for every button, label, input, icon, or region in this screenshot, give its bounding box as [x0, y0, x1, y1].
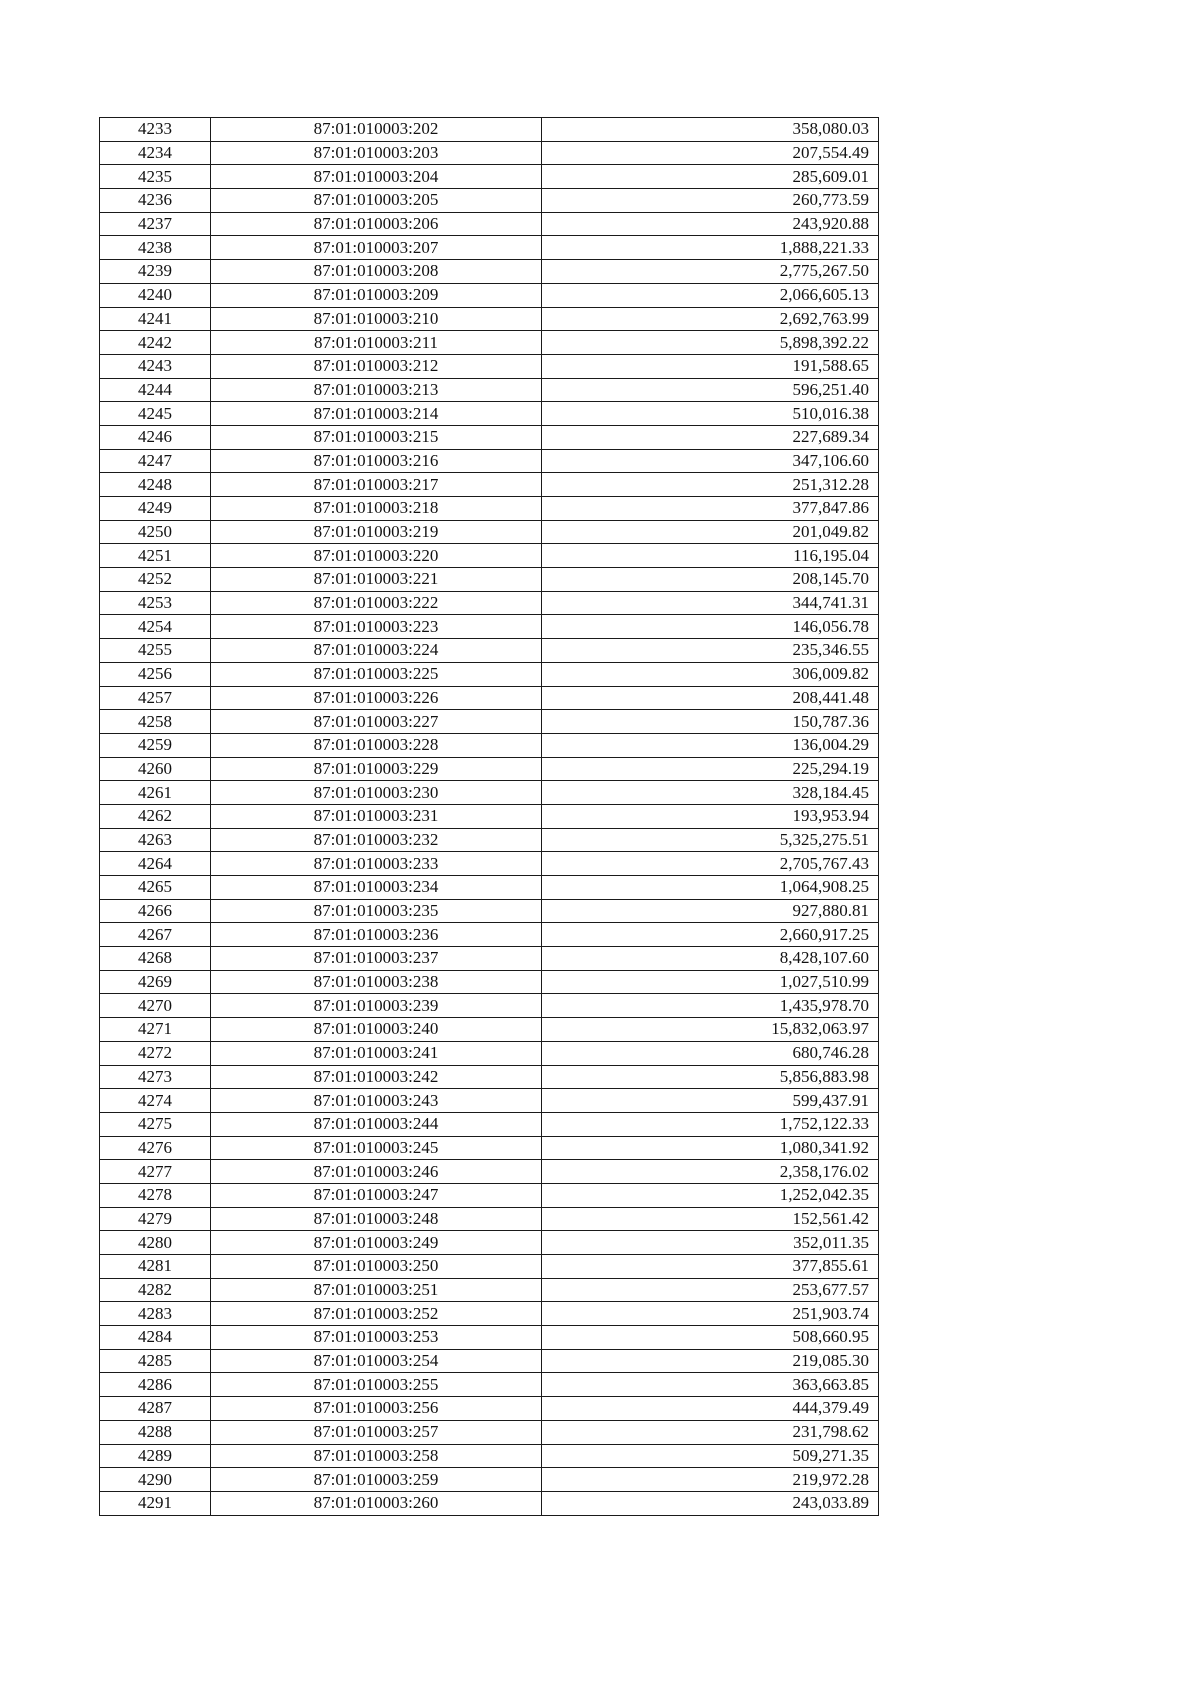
- row-number-cell: 4265: [100, 876, 211, 900]
- cadastral-number-cell: 87:01:010003:239: [211, 994, 542, 1018]
- row-number-cell: 4236: [100, 189, 211, 213]
- table-row: [100, 378, 879, 402]
- cadastral-number-cell: 87:01:010003:227: [211, 710, 542, 734]
- table-row: [100, 970, 879, 994]
- table-row: [100, 189, 879, 213]
- value-cell: 927,880.81: [542, 899, 879, 923]
- row-number-cell: 4266: [100, 899, 211, 923]
- cadastral-number-cell: 87:01:010003:246: [211, 1160, 542, 1184]
- row-number-cell: 4287: [100, 1397, 211, 1421]
- cadastral-number-cell: 87:01:010003:226: [211, 686, 542, 710]
- value-cell: 15,832,063.97: [542, 1018, 879, 1042]
- cadastral-number-cell: 87:01:010003:259: [211, 1468, 542, 1492]
- table-row: [100, 1491, 879, 1515]
- cadastral-number-cell: 87:01:010003:212: [211, 354, 542, 378]
- row-number-cell: 4257: [100, 686, 211, 710]
- value-cell: 260,773.59: [542, 189, 879, 213]
- row-number-cell: 4276: [100, 1136, 211, 1160]
- table-row: [100, 1065, 879, 1089]
- table-row: [100, 1112, 879, 1136]
- value-cell: 2,775,267.50: [542, 260, 879, 284]
- row-number-cell: 4290: [100, 1468, 211, 1492]
- value-cell: 251,903.74: [542, 1302, 879, 1326]
- row-number-cell: 4233: [100, 118, 211, 142]
- row-number-cell: 4256: [100, 662, 211, 686]
- cadastral-number-cell: 87:01:010003:244: [211, 1112, 542, 1136]
- value-cell: 1,888,221.33: [542, 236, 879, 260]
- cadastral-number-cell: 87:01:010003:230: [211, 781, 542, 805]
- table-row: [100, 1183, 879, 1207]
- table-row: [100, 591, 879, 615]
- cadastral-number-cell: 87:01:010003:235: [211, 899, 542, 923]
- table-row: [100, 118, 879, 142]
- row-number-cell: 4250: [100, 520, 211, 544]
- cadastral-number-cell: 87:01:010003:204: [211, 165, 542, 189]
- cadastral-number-cell: 87:01:010003:225: [211, 662, 542, 686]
- cadastral-number-cell: 87:01:010003:238: [211, 970, 542, 994]
- row-number-cell: 4247: [100, 449, 211, 473]
- cadastral-number-cell: 87:01:010003:231: [211, 804, 542, 828]
- row-number-cell: 4251: [100, 544, 211, 568]
- cadastral-number-cell: 87:01:010003:203: [211, 141, 542, 165]
- row-number-cell: 4240: [100, 283, 211, 307]
- table-row: [100, 165, 879, 189]
- cadastral-number-cell: 87:01:010003:245: [211, 1136, 542, 1160]
- value-cell: 344,741.31: [542, 591, 879, 615]
- value-cell: 201,049.82: [542, 520, 879, 544]
- value-cell: 251,312.28: [542, 473, 879, 497]
- table-row: [100, 1349, 879, 1373]
- row-number-cell: 4275: [100, 1112, 211, 1136]
- value-cell: 2,705,767.43: [542, 852, 879, 876]
- cadastral-number-cell: 87:01:010003:250: [211, 1255, 542, 1279]
- row-number-cell: 4282: [100, 1278, 211, 1302]
- value-cell: 1,752,122.33: [542, 1112, 879, 1136]
- row-number-cell: 4263: [100, 828, 211, 852]
- value-cell: 599,437.91: [542, 1089, 879, 1113]
- row-number-cell: 4238: [100, 236, 211, 260]
- value-cell: 5,898,392.22: [542, 331, 879, 355]
- value-cell: 243,920.88: [542, 212, 879, 236]
- value-cell: 191,588.65: [542, 354, 879, 378]
- value-cell: 1,080,341.92: [542, 1136, 879, 1160]
- cadastral-number-cell: 87:01:010003:224: [211, 639, 542, 663]
- table-row: [100, 1207, 879, 1231]
- value-cell: 243,033.89: [542, 1491, 879, 1515]
- table-row: [100, 1160, 879, 1184]
- value-cell: 231,798.62: [542, 1420, 879, 1444]
- value-cell: 253,677.57: [542, 1278, 879, 1302]
- cadastral-number-cell: 87:01:010003:232: [211, 828, 542, 852]
- value-cell: 8,428,107.60: [542, 947, 879, 971]
- value-cell: 508,660.95: [542, 1326, 879, 1350]
- cadastral-number-cell: 87:01:010003:236: [211, 923, 542, 947]
- table-row: [100, 615, 879, 639]
- row-number-cell: 4254: [100, 615, 211, 639]
- table-row: [100, 307, 879, 331]
- value-cell: 116,195.04: [542, 544, 879, 568]
- row-number-cell: 4289: [100, 1444, 211, 1468]
- row-number-cell: 4237: [100, 212, 211, 236]
- value-cell: 136,004.29: [542, 733, 879, 757]
- cadastral-number-cell: 87:01:010003:258: [211, 1444, 542, 1468]
- row-number-cell: 4284: [100, 1326, 211, 1350]
- row-number-cell: 4264: [100, 852, 211, 876]
- cadastral-number-cell: 87:01:010003:210: [211, 307, 542, 331]
- value-cell: 1,064,908.25: [542, 876, 879, 900]
- row-number-cell: 4279: [100, 1207, 211, 1231]
- row-number-cell: 4261: [100, 781, 211, 805]
- value-cell: 510,016.38: [542, 402, 879, 426]
- row-number-cell: 4246: [100, 425, 211, 449]
- row-number-cell: 4268: [100, 947, 211, 971]
- value-cell: 5,856,883.98: [542, 1065, 879, 1089]
- row-number-cell: 4234: [100, 141, 211, 165]
- cadastral-number-cell: 87:01:010003:206: [211, 212, 542, 236]
- value-cell: 5,325,275.51: [542, 828, 879, 852]
- table-body: [100, 118, 879, 1516]
- cadastral-number-cell: 87:01:010003:257: [211, 1420, 542, 1444]
- row-number-cell: 4241: [100, 307, 211, 331]
- cadastral-number-cell: 87:01:010003:254: [211, 1349, 542, 1373]
- row-number-cell: 4252: [100, 568, 211, 592]
- value-cell: 208,441.48: [542, 686, 879, 710]
- cadastral-number-cell: 87:01:010003:255: [211, 1373, 542, 1397]
- row-number-cell: 4260: [100, 757, 211, 781]
- cadastral-number-cell: 87:01:010003:214: [211, 402, 542, 426]
- table-row: [100, 1468, 879, 1492]
- cadastral-number-cell: 87:01:010003:252: [211, 1302, 542, 1326]
- cadastral-number-cell: 87:01:010003:233: [211, 852, 542, 876]
- row-number-cell: 4259: [100, 733, 211, 757]
- table-row: [100, 212, 879, 236]
- row-number-cell: 4281: [100, 1255, 211, 1279]
- table-row: [100, 804, 879, 828]
- table-row: [100, 757, 879, 781]
- value-cell: 377,847.86: [542, 497, 879, 521]
- value-cell: 285,609.01: [542, 165, 879, 189]
- cadastral-number-cell: 87:01:010003:207: [211, 236, 542, 260]
- table-row: [100, 402, 879, 426]
- data-table: [99, 117, 879, 1516]
- table-row: [100, 473, 879, 497]
- table-row: [100, 733, 879, 757]
- cadastral-number-cell: 87:01:010003:221: [211, 568, 542, 592]
- row-number-cell: 4243: [100, 354, 211, 378]
- value-cell: 2,358,176.02: [542, 1160, 879, 1184]
- table-row: [100, 899, 879, 923]
- cadastral-number-cell: 87:01:010003:256: [211, 1397, 542, 1421]
- row-number-cell: 4277: [100, 1160, 211, 1184]
- cadastral-number-cell: 87:01:010003:219: [211, 520, 542, 544]
- table-row: [100, 686, 879, 710]
- value-cell: 363,663.85: [542, 1373, 879, 1397]
- table-row: [100, 141, 879, 165]
- table-row: [100, 1278, 879, 1302]
- row-number-cell: 4280: [100, 1231, 211, 1255]
- row-number-cell: 4274: [100, 1089, 211, 1113]
- row-number-cell: 4288: [100, 1420, 211, 1444]
- cadastral-number-cell: 87:01:010003:218: [211, 497, 542, 521]
- table-row: [100, 497, 879, 521]
- cadastral-number-cell: 87:01:010003:211: [211, 331, 542, 355]
- row-number-cell: 4255: [100, 639, 211, 663]
- table-row: [100, 1136, 879, 1160]
- cadastral-number-cell: 87:01:010003:213: [211, 378, 542, 402]
- table-row: [100, 710, 879, 734]
- row-number-cell: 4286: [100, 1373, 211, 1397]
- cadastral-number-cell: 87:01:010003:217: [211, 473, 542, 497]
- value-cell: 1,435,978.70: [542, 994, 879, 1018]
- value-cell: 509,271.35: [542, 1444, 879, 1468]
- cadastral-number-cell: 87:01:010003:253: [211, 1326, 542, 1350]
- row-number-cell: 4253: [100, 591, 211, 615]
- cadastral-number-cell: 87:01:010003:234: [211, 876, 542, 900]
- table-row: [100, 1397, 879, 1421]
- table-row: [100, 1302, 879, 1326]
- row-number-cell: 4235: [100, 165, 211, 189]
- cadastral-number-cell: 87:01:010003:243: [211, 1089, 542, 1113]
- row-number-cell: 4245: [100, 402, 211, 426]
- table-row: [100, 781, 879, 805]
- table-row: [100, 1041, 879, 1065]
- table-row: [100, 449, 879, 473]
- table-row: [100, 852, 879, 876]
- cadastral-number-cell: 87:01:010003:208: [211, 260, 542, 284]
- value-cell: 2,692,763.99: [542, 307, 879, 331]
- table-row: [100, 876, 879, 900]
- value-cell: 680,746.28: [542, 1041, 879, 1065]
- cadastral-number-cell: 87:01:010003:202: [211, 118, 542, 142]
- table-row: [100, 236, 879, 260]
- cadastral-number-cell: 87:01:010003:251: [211, 1278, 542, 1302]
- table-row: [100, 425, 879, 449]
- table-row: [100, 520, 879, 544]
- row-number-cell: 4244: [100, 378, 211, 402]
- table-row: [100, 1373, 879, 1397]
- value-cell: 352,011.35: [542, 1231, 879, 1255]
- value-cell: 227,689.34: [542, 425, 879, 449]
- row-number-cell: 4291: [100, 1491, 211, 1515]
- table-row: [100, 354, 879, 378]
- cadastral-number-cell: 87:01:010003:229: [211, 757, 542, 781]
- row-number-cell: 4258: [100, 710, 211, 734]
- cadastral-number-cell: 87:01:010003:242: [211, 1065, 542, 1089]
- row-number-cell: 4285: [100, 1349, 211, 1373]
- value-cell: 150,787.36: [542, 710, 879, 734]
- table-row: [100, 923, 879, 947]
- table-row: [100, 639, 879, 663]
- cadastral-number-cell: 87:01:010003:260: [211, 1491, 542, 1515]
- cadastral-number-cell: 87:01:010003:205: [211, 189, 542, 213]
- table-row: [100, 331, 879, 355]
- value-cell: 347,106.60: [542, 449, 879, 473]
- value-cell: 377,855.61: [542, 1255, 879, 1279]
- table-row: [100, 1420, 879, 1444]
- row-number-cell: 4267: [100, 923, 211, 947]
- row-number-cell: 4239: [100, 260, 211, 284]
- cadastral-number-cell: 87:01:010003:209: [211, 283, 542, 307]
- value-cell: 208,145.70: [542, 568, 879, 592]
- table-row: [100, 544, 879, 568]
- cadastral-number-cell: 87:01:010003:220: [211, 544, 542, 568]
- value-cell: 219,972.28: [542, 1468, 879, 1492]
- row-number-cell: 4273: [100, 1065, 211, 1089]
- cadastral-number-cell: 87:01:010003:215: [211, 425, 542, 449]
- value-cell: 2,660,917.25: [542, 923, 879, 947]
- table-row: [100, 1326, 879, 1350]
- cadastral-number-cell: 87:01:010003:237: [211, 947, 542, 971]
- value-cell: 235,346.55: [542, 639, 879, 663]
- table-row: [100, 1089, 879, 1113]
- table-row: [100, 283, 879, 307]
- value-cell: 146,056.78: [542, 615, 879, 639]
- table-row: [100, 1018, 879, 1042]
- value-cell: 1,252,042.35: [542, 1183, 879, 1207]
- value-cell: 358,080.03: [542, 118, 879, 142]
- cadastral-number-cell: 87:01:010003:228: [211, 733, 542, 757]
- value-cell: 444,379.49: [542, 1397, 879, 1421]
- cadastral-number-cell: 87:01:010003:222: [211, 591, 542, 615]
- row-number-cell: 4272: [100, 1041, 211, 1065]
- value-cell: 193,953.94: [542, 804, 879, 828]
- row-number-cell: 4242: [100, 331, 211, 355]
- table-row: [100, 1444, 879, 1468]
- value-cell: 207,554.49: [542, 141, 879, 165]
- table-row: [100, 1231, 879, 1255]
- table-row: [100, 260, 879, 284]
- row-number-cell: 4249: [100, 497, 211, 521]
- row-number-cell: 4283: [100, 1302, 211, 1326]
- value-cell: 225,294.19: [542, 757, 879, 781]
- table-row: [100, 947, 879, 971]
- row-number-cell: 4271: [100, 1018, 211, 1042]
- cadastral-number-cell: 87:01:010003:240: [211, 1018, 542, 1042]
- value-cell: 219,085.30: [542, 1349, 879, 1373]
- table-row: [100, 828, 879, 852]
- cadastral-number-cell: 87:01:010003:248: [211, 1207, 542, 1231]
- table-row: [100, 662, 879, 686]
- cadastral-number-cell: 87:01:010003:247: [211, 1183, 542, 1207]
- cadastral-number-cell: 87:01:010003:241: [211, 1041, 542, 1065]
- value-cell: 152,561.42: [542, 1207, 879, 1231]
- row-number-cell: 4278: [100, 1183, 211, 1207]
- row-number-cell: 4269: [100, 970, 211, 994]
- cadastral-number-cell: 87:01:010003:216: [211, 449, 542, 473]
- value-cell: 306,009.82: [542, 662, 879, 686]
- value-cell: 1,027,510.99: [542, 970, 879, 994]
- table-row: [100, 1255, 879, 1279]
- cadastral-number-cell: 87:01:010003:223: [211, 615, 542, 639]
- value-cell: 596,251.40: [542, 378, 879, 402]
- table-row: [100, 568, 879, 592]
- row-number-cell: 4248: [100, 473, 211, 497]
- value-cell: 2,066,605.13: [542, 283, 879, 307]
- cadastral-number-cell: 87:01:010003:249: [211, 1231, 542, 1255]
- table-row: [100, 994, 879, 1018]
- value-cell: 328,184.45: [542, 781, 879, 805]
- row-number-cell: 4270: [100, 994, 211, 1018]
- row-number-cell: 4262: [100, 804, 211, 828]
